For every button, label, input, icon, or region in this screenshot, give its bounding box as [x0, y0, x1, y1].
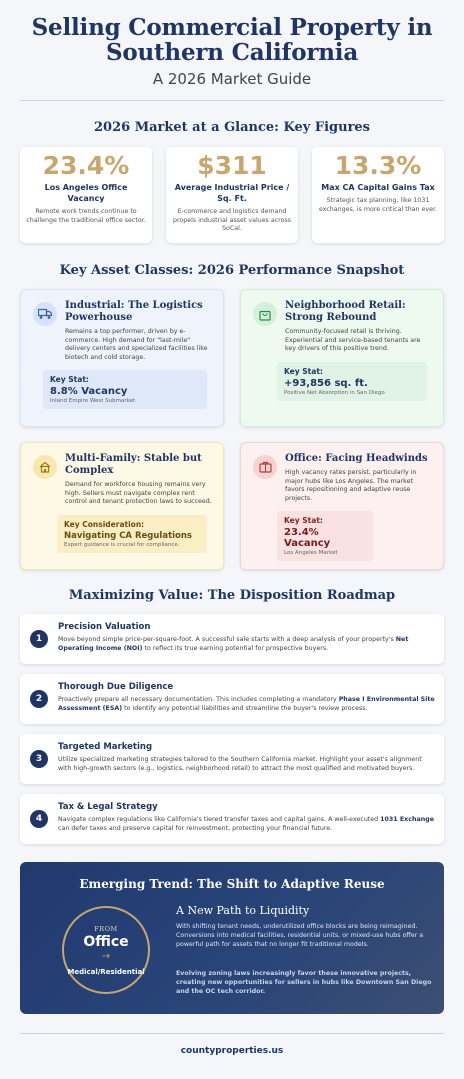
key-value: Navigating CA Regulations — [64, 530, 192, 541]
asset-desc: Community-focused retail is thriving. Experiential and service-based tenants are key drivers of this positive trend. — [285, 328, 421, 353]
title-line-1: Selling Commercial Property in — [31, 14, 433, 41]
house-icon — [33, 455, 57, 479]
briefcase-icon — [253, 455, 277, 479]
key-note: Expert guidance is crucial for compliance. — [64, 541, 180, 548]
step-desc: Move beyond simple price-per-square-foot. A successful sale starts with a deep analysis of your property's Net Operating Income (NOI) to reflect its true earning potential for prospective buyers. — [58, 636, 409, 652]
key-note: Positive Net Absorption in San Diego — [284, 389, 385, 396]
step-number: 4 — [30, 810, 48, 828]
stat-desc: Remote work trends continue to challenge the traditional office sector. — [26, 208, 146, 224]
page-header — [0, 0, 464, 88]
step-number: 1 — [30, 630, 48, 648]
stat-value: 23.4% — [42, 151, 130, 180]
stat-label: Average Industrial Price / Sq. Ft. — [174, 183, 290, 203]
key-note: Inland Empire West Submarket — [50, 398, 136, 405]
trend-paragraph-2: Evolving zoning laws increasingly favor these innovative projects, creating new opportunities for sellers in hubs like Downtown San Diego and the OC tech corridor. — [176, 970, 432, 995]
step-title: Tax & Legal Strategy — [58, 802, 158, 812]
arrow-right-icon: → — [101, 951, 111, 962]
roadmap-step-3 — [20, 734, 444, 784]
adaptive-reuse-panel — [20, 862, 444, 1014]
shopping-bag-icon — [253, 302, 277, 326]
roadmap-step-1 — [20, 614, 444, 664]
trend-paragraph-1: With shifting tenant needs, underutilized office blocks are being reimagined. Conversions into medical facilities, residential units, or mixed-use hubs offer a powerful path for assets that no longer fit traditional models. — [176, 923, 424, 948]
asset-title: Industrial: The Logistics Powerhouse — [65, 300, 203, 323]
step-desc: Utilize specialized marketing strategies tailored to the Southern California market. Highlight your asset's alignment with high-growth sectors (e.g., logistics, neighborhood retail) to attract the most qualified and motivated buyers. — [58, 756, 422, 772]
step-desc: Navigate complex regulations like California's tiered transfer taxes and capital gains. A well-executed 1031 Exchange can defer taxes and preserve capital for reinvestment, protecting your financial future. — [58, 816, 434, 832]
key-label: Key Consideration: — [64, 519, 145, 529]
step-title: Targeted Marketing — [58, 742, 153, 752]
asset-desc: Remains a top performer, driven by e-commerce. High demand for "last-mile" delivery centers and specialized facilities like biotech and cold storage. — [65, 328, 208, 361]
step-number: 3 — [30, 750, 48, 768]
key-stat-box — [277, 362, 427, 401]
footer-divider — [20, 1033, 444, 1034]
stat-desc: E-commerce and logistics demand propels industrial asset values across SoCal. — [172, 208, 292, 232]
stat-desc: Strategic tax planning, like 1031 exchanges, is more critical than ever. — [318, 197, 438, 213]
asset-card-retail — [240, 289, 444, 427]
asset-card-multifamily — [20, 442, 224, 570]
stat-value: $311 — [197, 151, 267, 180]
from-office-circle — [62, 906, 150, 994]
asset-title: Office: Facing Headwinds — [285, 453, 428, 464]
roadmap-heading: Maximizing Value: The Disposition Roadmap — [68, 588, 396, 603]
asset-card-industrial — [20, 289, 224, 427]
trend-heading: Emerging Trend: The Shift to Adaptive Reuse — [79, 877, 385, 891]
from-value: Office — [83, 934, 129, 950]
key-stat-box — [43, 370, 207, 409]
asset-desc: Demand for workforce housing remains very high. Sellers must navigate complex rent control and tenant protection laws to succeed. — [65, 481, 212, 506]
key-consideration-box — [57, 515, 207, 553]
asset-title: Multi-Family: Stable but Complex — [65, 453, 202, 476]
truck-icon — [33, 302, 57, 326]
key-value: 23.4% Vacancy — [284, 527, 331, 550]
step-desc: Proactively prepare all necessary documentation. This includes completing a mandatory Phase I Environmental Site Assessment (ESA) to identify any potential liabilities and streamline the buyer's review process. — [58, 696, 435, 712]
stat-card-industrial-price — [166, 147, 298, 243]
roadmap-step-2 — [20, 674, 444, 724]
key-label: Key Stat: — [284, 366, 323, 376]
key-stat-box — [277, 511, 373, 561]
stat-card-capital-gains — [312, 147, 444, 243]
to-value: Medical/Residential — [67, 968, 145, 976]
asset-desc: High vacancy rates persist, particularly in major hubs like Los Angeles. The market favors repositioning and adaptive reuse projects. — [285, 469, 417, 502]
roadmap-step-4 — [20, 794, 444, 844]
key-value: 8.8% Vacancy — [50, 386, 128, 398]
trend-subheading: A New Path to Liquidity — [176, 904, 310, 917]
figures-heading: 2026 Market at a Glance: Key Figures — [93, 120, 371, 135]
key-label: Key Stat: — [50, 375, 89, 385]
step-title: Thorough Due Diligence — [58, 682, 174, 692]
title-line-2: Southern California — [105, 39, 359, 66]
key-note: Los Angeles Market — [284, 550, 338, 557]
stat-label: Los Angeles Office Vacancy — [44, 183, 128, 203]
stat-card-office-vacancy — [20, 147, 152, 243]
step-number: 2 — [30, 690, 48, 708]
footer-site-link[interactable]: countyproperties.us — [180, 1046, 284, 1056]
asset-title: Neighborhood Retail: Strong Rebound — [285, 300, 406, 323]
stat-label: Max CA Capital Gains Tax — [321, 183, 435, 192]
assets-heading: Key Asset Classes: 2026 Performance Snapshot — [59, 263, 405, 278]
step-title: Precision Valuation — [58, 622, 151, 632]
page-subtitle: A 2026 Market Guide — [152, 70, 312, 88]
key-label: Key Stat: — [284, 516, 323, 526]
from-label: FROM — [94, 925, 118, 933]
key-value: +93,856 sq. ft. — [284, 377, 368, 389]
header-divider — [20, 100, 444, 101]
page-title — [0, 15, 464, 65]
asset-card-office — [240, 442, 444, 570]
stat-value: 13.3% — [334, 151, 422, 180]
